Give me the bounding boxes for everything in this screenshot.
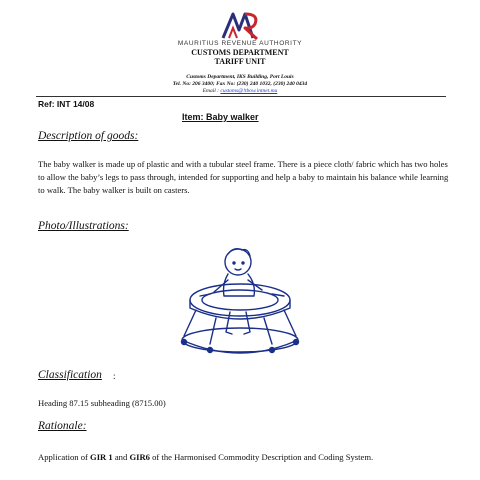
- rationale-body: [38, 448, 450, 466]
- email-link[interactable]: customs@!tbow.intnet.mu: [220, 88, 278, 94]
- gir6-label: GIR6: [129, 452, 150, 462]
- rationale-suffix: of the Harmonised Commodity Description and Coding System.: [149, 452, 374, 462]
- unit-name: TARIFF UNIT: [214, 57, 266, 66]
- classification-text: Heading 87.15 subheading (8715.00): [38, 398, 166, 408]
- reference-number: Ref: INT 14/08: [38, 99, 95, 109]
- address-line: Customs Department, IKS Building, Port Louis: [186, 74, 294, 80]
- phone-line: Tel. No: 206 3400; Fax No: (230) 240 1032, (230) 240 0434: [172, 81, 308, 87]
- mra-logo: [219, 8, 263, 44]
- org-name: MAURITIUS REVENUE AUTHORITY: [177, 40, 303, 47]
- email-label: Email :: [202, 88, 220, 94]
- rationale-heading: Rationale:: [38, 420, 87, 432]
- description-body: The baby walker is made up of plastic and with a tubular steel frame. There is a piece cloth/ fabric which has two holes to allow the baby’s legs to pass through, intended for supporting and help a baby to maintain his balance while learning to walk. The baby walker is built on casters.: [38, 159, 449, 195]
- classification-separator: :: [113, 371, 116, 381]
- header-divider: [36, 96, 446, 97]
- baby-walker-illustration: [176, 240, 306, 360]
- item-title: Item: Baby walker: [182, 112, 259, 122]
- department-name: CUSTOMS DEPARTMENT: [191, 48, 289, 57]
- rationale-prefix: Application of: [38, 452, 91, 462]
- email-line: [110, 88, 370, 94]
- photo-heading: Photo/Illustrations:: [38, 220, 129, 232]
- rationale-and: and: [112, 452, 130, 462]
- description-heading: Description of goods:: [38, 130, 139, 142]
- gir1-label: GIR 1: [90, 452, 113, 462]
- classification-heading: Classification: [38, 369, 102, 381]
